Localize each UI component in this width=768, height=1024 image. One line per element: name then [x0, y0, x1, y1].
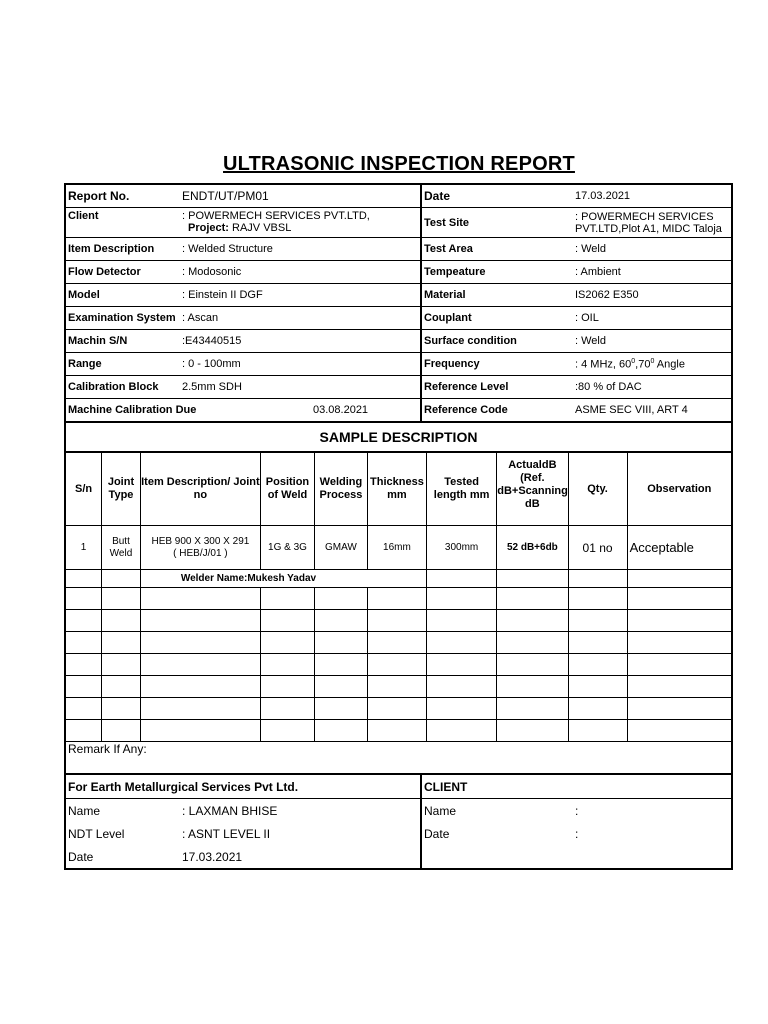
table-row — [66, 526, 731, 570]
cell-observation: Acceptable — [627, 526, 731, 570]
test-area-label: Test Area — [421, 238, 573, 261]
item-description-value: : Welded Structure — [180, 238, 421, 261]
sample-table — [66, 453, 731, 742]
header-table — [66, 185, 731, 422]
couplant-value: : OIL — [573, 307, 731, 330]
date-value: 17.03.2021 — [573, 185, 731, 208]
signature-table — [66, 775, 731, 868]
ref-code-value: ASME SEC VIII, ART 4 — [573, 399, 731, 422]
cal-due-label: Machine Calibration Due — [66, 399, 311, 422]
test-site-value: : POWERMECH SERVICES PVT.LTD,Plot A1, MIDC Taloja — [573, 208, 731, 238]
client-date-label: Date — [421, 822, 573, 845]
footer-date-value: 17.03.2021 — [182, 849, 243, 864]
empty-row — [66, 654, 731, 676]
model-label: Model — [66, 284, 180, 307]
col-actual-db: ActualdB (Ref. dB+Scanning dB — [497, 453, 568, 526]
material-value: IS2062 E350 — [573, 284, 731, 307]
empty-row — [66, 676, 731, 698]
remark-label: Remark If Any: — [66, 742, 731, 774]
ndt-level-label: NDT Level — [68, 826, 125, 841]
exam-system-value: : Ascan — [180, 307, 421, 330]
ndt-level-value: : ASNT LEVEL II — [182, 826, 271, 841]
range-value: : 0 - 100mm — [180, 353, 421, 376]
col-observation: Observation — [627, 453, 731, 526]
report-no-label: Report No. — [66, 185, 180, 208]
cal-due-value: 03.08.2021 — [311, 399, 421, 422]
cell-process: GMAW — [314, 526, 367, 570]
flow-detector-value: : Modosonic — [180, 261, 421, 284]
model-value: : Einstein II DGF — [180, 284, 421, 307]
cell-thickness: 16mm — [367, 526, 426, 570]
sample-description-heading: SAMPLE DESCRIPTION — [66, 423, 731, 452]
project-label: Project: — [188, 222, 229, 234]
cell-actual-db: 52 dB+6db — [497, 526, 568, 570]
ref-level-label: Reference Level — [421, 376, 573, 399]
client-heading: CLIENT — [421, 775, 731, 799]
ref-code-label: Reference Code — [421, 399, 573, 422]
cell-length: 300mm — [426, 526, 496, 570]
frequency-value: : 4 MHz, $60^0,70^0$ Angle — [573, 353, 731, 376]
client-label: Client — [66, 208, 180, 238]
flow-detector-label: Flow Detector — [66, 261, 180, 284]
client-name: : POWERMECH SERVICES PVT.LTD, — [182, 210, 370, 222]
col-joint-type: Joint Type — [102, 453, 141, 526]
empty-row — [66, 632, 731, 654]
couplant-label: Couplant — [421, 307, 573, 330]
col-sn: S/n — [66, 453, 102, 526]
client-name-colon: : — [575, 803, 579, 818]
cal-block-value: 2.5mm SDH — [180, 376, 421, 399]
surface-value: : Weld — [573, 330, 731, 353]
cell-item-description: HEB 900 X 300 X 291 ( HEB/J/01 ) — [140, 526, 260, 570]
test-site-label: Test Site — [421, 208, 573, 238]
item-description-label: Item Description — [66, 238, 180, 261]
test-area-value: : Weld — [573, 238, 731, 261]
report-no-value: ENDT/UT/PM01 — [180, 185, 421, 208]
temperature-value: : Ambient — [573, 261, 731, 284]
cell-position: 1G & 3G — [260, 526, 314, 570]
report-title: ULTRASONIC INSPECTION REPORT — [223, 153, 575, 175]
col-thickness: Thickness mm — [367, 453, 426, 526]
empty-row — [66, 720, 731, 742]
col-welding-process: Welding Process — [314, 453, 367, 526]
project-value: RAJV VBSL — [232, 222, 292, 234]
cell-sn: 1 — [66, 526, 102, 570]
material-label: Material — [421, 284, 573, 307]
footer-date-label: Date — [68, 849, 94, 864]
welder-row — [66, 570, 731, 588]
machine-sn-value: :E43440515 — [180, 330, 421, 353]
surface-label: Surface condition — [421, 330, 573, 353]
client-name-label: Name — [421, 799, 573, 823]
empty-row — [66, 698, 731, 720]
ref-level-value: :80 % of DAC — [573, 376, 731, 399]
range-label: Range — [66, 353, 180, 376]
client-value — [180, 208, 421, 238]
cell-joint-type: Butt Weld — [102, 526, 141, 570]
report-sheet — [64, 183, 733, 870]
name-value: : LAXMAN BHISE — [182, 803, 278, 818]
col-item-description: Item Description/ Joint no — [140, 453, 260, 526]
col-position: Position of Weld — [260, 453, 314, 526]
frequency-label: Frequency — [421, 353, 573, 376]
client-date-colon: : — [575, 826, 579, 841]
exam-system-label: Examination System — [66, 307, 180, 330]
temperature-label: Tempeature — [421, 261, 573, 284]
name-label: Name — [68, 803, 101, 818]
empty-row — [66, 610, 731, 632]
cell-qty: 01 no — [568, 526, 627, 570]
cal-block-label: Calibration Block — [66, 376, 180, 399]
machine-sn-label: Machin S/N — [66, 330, 180, 353]
col-tested-length: Tested length mm — [426, 453, 496, 526]
col-qty: Qty. — [568, 453, 627, 526]
date-label: Date — [421, 185, 573, 208]
empty-row — [66, 588, 731, 610]
company-name: For Earth Metallurgical Services Pvt Ltd. — [66, 775, 421, 799]
welder-name: Welder Name:Mukesh Yadav — [140, 570, 426, 588]
